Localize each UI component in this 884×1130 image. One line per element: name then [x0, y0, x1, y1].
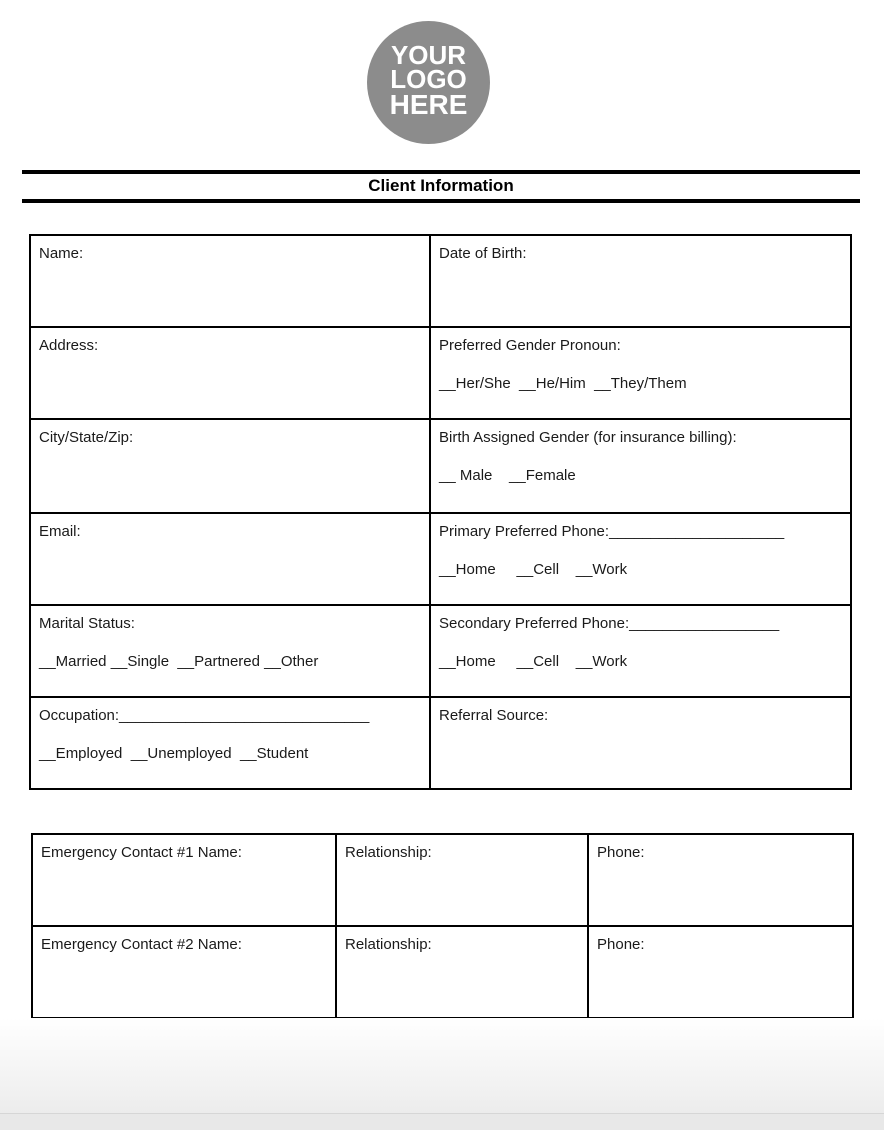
- client-info-table: [29, 234, 852, 790]
- emergency-contact-1-name-field[interactable]: [32, 834, 336, 926]
- field-label: Name:: [39, 245, 84, 262]
- svg-text:LOGO: LOGO: [390, 64, 467, 94]
- svg-text:HERE: HERE: [389, 89, 468, 120]
- field-label: Relationship:: [345, 936, 432, 953]
- marital-status-field[interactable]: [30, 605, 430, 697]
- field-label: Secondary Preferred Phone:__________________: [439, 615, 780, 632]
- field-label: Marital Status:: [39, 615, 135, 632]
- phone-type-options[interactable]: __Home __Cell __Work: [439, 653, 628, 670]
- field-label: Emergency Contact #2 Name:: [41, 936, 242, 953]
- pronoun-options[interactable]: __Her/She __He/Him __They/Them: [439, 375, 687, 392]
- field-label: Relationship:: [345, 844, 432, 861]
- emergency-contact-2-relationship-field[interactable]: [336, 926, 588, 1018]
- emergency-contacts-table: [31, 833, 854, 1019]
- phone-type-options[interactable]: __Home __Cell __Work: [439, 561, 628, 578]
- marital-status-options[interactable]: __Married __Single __Partnered __Other: [39, 653, 319, 670]
- name-field[interactable]: [30, 235, 430, 327]
- viewer-bottom-bar: [0, 1113, 884, 1130]
- field-label: Primary Preferred Phone:_____________________: [439, 523, 785, 540]
- primary-phone-field[interactable]: [430, 513, 851, 605]
- city-state-zip-field[interactable]: [30, 419, 430, 513]
- field-label: City/State/Zip:: [39, 429, 134, 446]
- gender-options[interactable]: __ Male __Female: [439, 467, 576, 484]
- header-rule-bottom: [22, 199, 860, 203]
- table-row: [30, 327, 851, 419]
- emergency-contact-1-relationship-field[interactable]: [336, 834, 588, 926]
- field-label: Email:: [39, 523, 81, 540]
- field-label: Referral Source:: [439, 707, 549, 724]
- table-row: [30, 419, 851, 513]
- table-row: [30, 605, 851, 697]
- email-field[interactable]: [30, 513, 430, 605]
- logo-text-graphic: [367, 21, 490, 144]
- table-row: [32, 926, 853, 1018]
- field-label: Occupation:______________________________: [39, 707, 370, 724]
- logo-placeholder: [367, 21, 490, 144]
- gender-pronoun-field[interactable]: [430, 327, 851, 419]
- svg-text:YOUR: YOUR: [390, 40, 467, 70]
- field-label: Phone:: [597, 936, 645, 953]
- field-label: Preferred Gender Pronoun:: [439, 337, 621, 354]
- table-row: [32, 834, 853, 926]
- date-of-birth-field[interactable]: [430, 235, 851, 327]
- field-label: Emergency Contact #1 Name:: [41, 844, 242, 861]
- birth-gender-field[interactable]: [430, 419, 851, 513]
- emergency-contact-2-name-field[interactable]: [32, 926, 336, 1018]
- referral-source-field[interactable]: [430, 697, 851, 789]
- table-row: [30, 513, 851, 605]
- employment-options[interactable]: __Employed __Unemployed __Student: [39, 745, 309, 762]
- page-bottom-shadow: [0, 1018, 884, 1114]
- emergency-contact-2-phone-field[interactable]: [588, 926, 853, 1018]
- field-label: Phone:: [597, 844, 645, 861]
- field-label: Birth Assigned Gender (for insurance billing):: [439, 429, 737, 446]
- header-rule-top: [22, 170, 860, 174]
- address-field[interactable]: [30, 327, 430, 419]
- page-title: Client Information: [368, 176, 514, 195]
- field-label: Date of Birth:: [439, 245, 527, 262]
- emergency-contact-1-phone-field[interactable]: [588, 834, 853, 926]
- field-label: Address:: [39, 337, 99, 354]
- table-row: [30, 697, 851, 789]
- secondary-phone-field[interactable]: [430, 605, 851, 697]
- occupation-field[interactable]: [30, 697, 430, 789]
- table-row: [30, 235, 851, 327]
